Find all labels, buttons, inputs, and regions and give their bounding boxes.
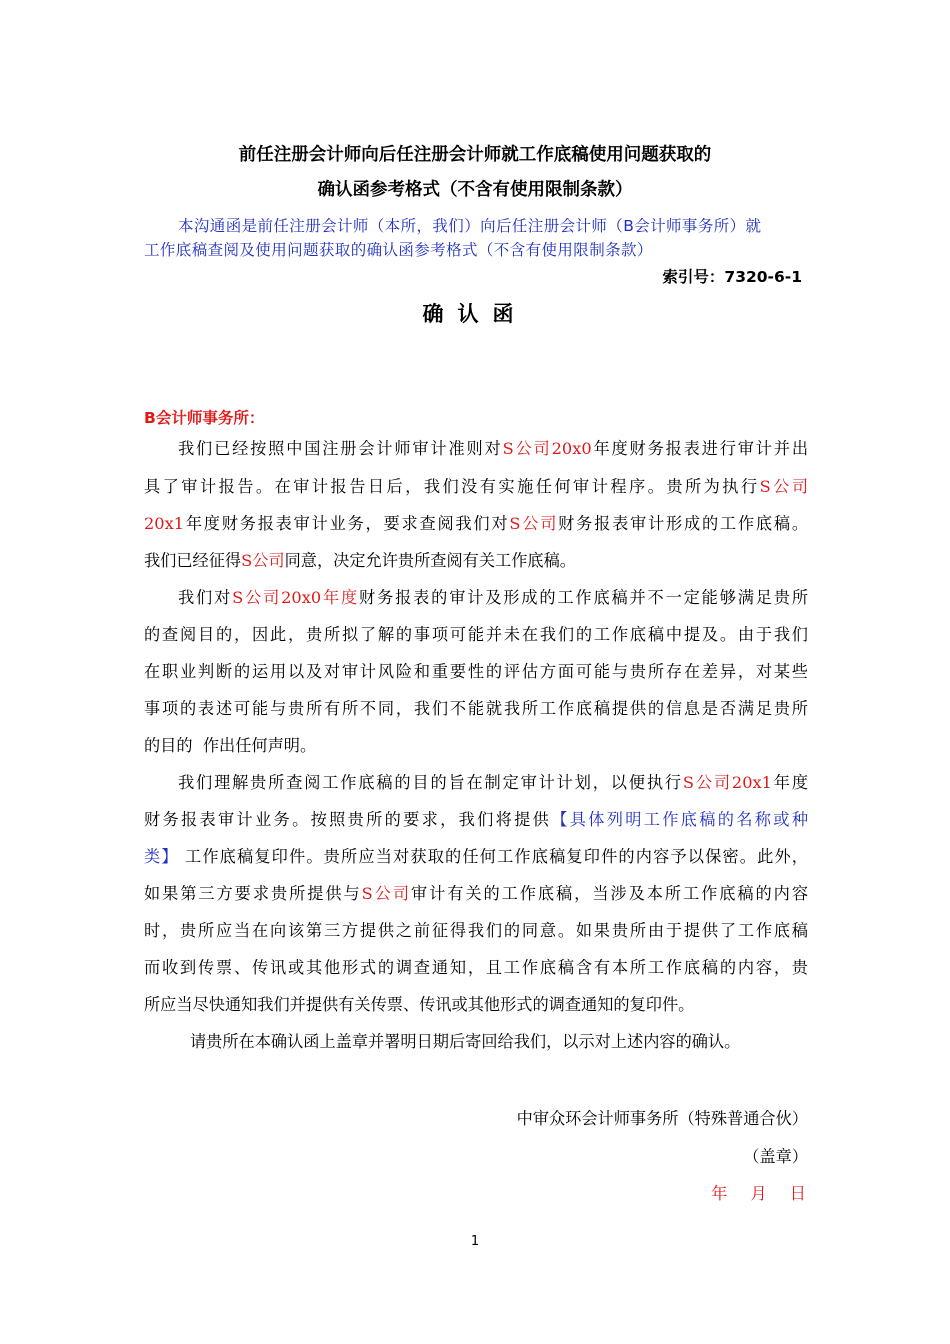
text-run: 同意，决定允许贵所查阅有关工作底稿。	[284, 551, 576, 570]
paragraph1-line2	[144, 476, 808, 498]
paragraph1-line1	[178, 438, 808, 460]
paragraph2-line1	[178, 587, 808, 609]
paragraph3-line1	[178, 772, 808, 794]
company-ref: S公司	[241, 551, 285, 570]
document-title-line2: 确认函参考格式（不含有使用限制条款）	[317, 180, 633, 200]
paragraph4: 请贵所在本确认函上盖章并署明日期后寄回给我们，以示对上述内容的确认。	[190, 1032, 741, 1051]
text-run: 财务报表审计业务。按照贵所的要求，我们将提供	[144, 810, 552, 829]
text-run: 我们已经征得	[144, 551, 242, 570]
paragraph3-line5: 时，贵所应当在向该第三方提供之前征得我们的同意。如果贵所由于提供了工作底稿	[144, 921, 808, 940]
seal-label: （盖章）	[743, 1147, 808, 1166]
paragraph3-line3	[144, 846, 808, 868]
page-number: 1	[470, 1234, 480, 1249]
paragraph2-line3: 在职业判断的运用以及对审计风险和重要性的评估方面可能与贵所存在差异，对某些	[144, 662, 808, 681]
text-run: 年度	[771, 773, 809, 792]
text-run: 工作底稿复印件。贵所应当对获取的任何工作底稿复印件的内容予以保密。此外，	[178, 847, 808, 866]
text-run: 我们已经按照中国注册会计师审计准则对	[178, 439, 503, 458]
paragraph3-line6: 而收到传票、传讯或其他形式的调查通知，且工作底稿含有本所工作底稿的内容，贵	[144, 958, 808, 977]
firm-name: 中审众环会计师事务所（特殊普通合伙）	[516, 1109, 808, 1128]
company-ref: S公司20x0	[502, 439, 592, 458]
text-run: 年度财务报表进行审计并出	[591, 439, 809, 458]
paragraph3-line4	[144, 883, 808, 905]
paragraph3-line2	[144, 809, 808, 831]
text-run: 财务报表的审计及形成的工作底稿并不一定能够满足贵所	[359, 588, 809, 607]
letter-heading: 确认函	[422, 301, 528, 326]
paragraph3-line7: 所应当尽快通知我们并提供有关传票、传讯或其他形式的调查通知的复印件。	[144, 995, 695, 1014]
text-run: 如果第三方要求贵所提供与	[144, 884, 362, 903]
paragraph2-line2: 的查阅目的，因此，贵所拟了解的事项可能并未在我们的工作底稿中提及。由于我们	[144, 625, 808, 644]
year-ref: 20x1	[144, 514, 185, 533]
addressee: B会计师事务所：	[144, 409, 265, 427]
paragraph1-line3	[144, 513, 808, 535]
text-run: 审计有关的工作底稿，当涉及本所工作底稿的内容	[410, 884, 809, 903]
date-line: 年 月 日	[711, 1184, 806, 1203]
text-run: 具了审计报告。在审计报告日后，我们没有实施任何审计程序。贵所为执行	[144, 477, 760, 496]
intro-note-line1: 本沟通函是前任注册会计师（本所，我们）向后任注册会计师（B会计师事务所）就	[178, 217, 762, 235]
company-ref: S公司	[759, 477, 809, 496]
company-ref: S公司20x1	[682, 773, 772, 792]
paragraph1-line4	[144, 550, 808, 572]
index-number: 索引号：7320-6-1	[662, 268, 802, 286]
document-title-line1: 前任注册会计师向后任注册会计师就工作底稿使用问题获取的	[238, 145, 712, 165]
intro-note-line2: 工作底稿查阅及使用问题获取的确认函参考格式（不含有使用限制条款）	[144, 241, 653, 259]
placeholder-text: 类】	[144, 847, 179, 866]
text-run: 我们对	[178, 588, 233, 607]
placeholder-text: 【具体列明工作底稿的名称或种	[551, 810, 809, 829]
paragraph2-line5: 的目的 作出任何声明。	[144, 736, 317, 755]
company-ref: S公司	[509, 514, 559, 533]
paragraph2-line4: 事项的表述可能与贵所有所不同，我们不能就我所工作底稿提供的信息是否满足贵所	[144, 699, 808, 718]
text-run: 年度财务报表审计业务，要求查阅我们对	[184, 514, 510, 533]
company-ref: S公司20x0年度	[232, 588, 360, 607]
company-ref: S公司	[361, 884, 411, 903]
text-run: 我们理解贵所查阅工作底稿的目的旨在制定审计计划，以便执行	[178, 773, 683, 792]
text-run: 财务报表审计形成的工作底稿。	[558, 514, 809, 533]
